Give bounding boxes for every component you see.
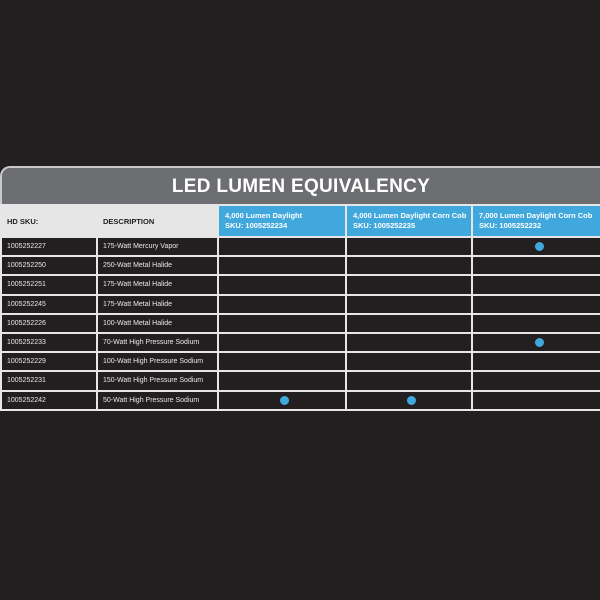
match-cell bbox=[346, 237, 472, 256]
sku-cell: 1005252245 bbox=[1, 295, 97, 314]
match-cell bbox=[472, 237, 600, 256]
match-cell bbox=[218, 275, 346, 294]
match-cell bbox=[346, 333, 472, 352]
match-cell bbox=[472, 371, 600, 390]
table-row bbox=[1, 352, 600, 371]
match-dot-icon bbox=[280, 396, 289, 405]
equivalency-table bbox=[0, 204, 600, 411]
match-cell bbox=[346, 275, 472, 294]
match-cell bbox=[218, 352, 346, 371]
product-name: 7,000 Lumen Daylight Corn Cob bbox=[479, 211, 593, 220]
sku-cell: 1005252227 bbox=[1, 237, 97, 256]
sku-cell: 1005252229 bbox=[1, 352, 97, 371]
table-body bbox=[1, 237, 600, 410]
match-dot-icon bbox=[535, 242, 544, 251]
product-sku: SKU: 1005252235 bbox=[353, 221, 416, 230]
table-row bbox=[1, 314, 600, 333]
description-cell: 50-Watt High Pressure Sodium bbox=[97, 391, 218, 410]
match-cell bbox=[218, 237, 346, 256]
match-cell bbox=[472, 391, 600, 410]
sku-cell: 1005252250 bbox=[1, 256, 97, 275]
product-sku: SKU: 1005252232 bbox=[479, 221, 542, 230]
description-cell: 100-Watt High Pressure Sodium bbox=[97, 352, 218, 371]
match-cell bbox=[472, 295, 600, 314]
match-dot-icon bbox=[407, 396, 416, 405]
match-cell bbox=[346, 314, 472, 333]
table-row bbox=[1, 391, 600, 410]
match-cell bbox=[346, 295, 472, 314]
match-cell bbox=[218, 333, 346, 352]
table-row bbox=[1, 275, 600, 294]
product-column-header bbox=[218, 205, 346, 237]
match-cell bbox=[472, 333, 600, 352]
table-row bbox=[1, 333, 600, 352]
match-cell bbox=[346, 352, 472, 371]
match-cell bbox=[218, 371, 346, 390]
match-cell bbox=[472, 256, 600, 275]
product-name: 4,000 Lumen Daylight bbox=[225, 211, 303, 220]
match-cell bbox=[346, 371, 472, 390]
description-column-header: DESCRIPTION bbox=[97, 205, 218, 237]
description-cell: 150-Watt High Pressure Sodium bbox=[97, 371, 218, 390]
description-cell: 100-Watt Metal Halide bbox=[97, 314, 218, 333]
match-dot-icon bbox=[535, 338, 544, 347]
match-cell bbox=[218, 391, 346, 410]
table-row bbox=[1, 237, 600, 256]
match-cell bbox=[472, 314, 600, 333]
product-sku: SKU: 1005252234 bbox=[225, 221, 288, 230]
match-cell bbox=[218, 295, 346, 314]
page-title: LED LUMEN EQUIVALENCY bbox=[171, 176, 431, 197]
sku-cell: 1005252231 bbox=[1, 371, 97, 390]
table-row bbox=[1, 295, 600, 314]
match-cell bbox=[218, 314, 346, 333]
product-name: 4,000 Lumen Daylight Corn Cob bbox=[353, 211, 467, 220]
match-cell bbox=[472, 275, 600, 294]
table-row bbox=[1, 371, 600, 390]
sku-cell: 1005252233 bbox=[1, 333, 97, 352]
match-cell bbox=[346, 256, 472, 275]
sku-cell: 1005252226 bbox=[1, 314, 97, 333]
product-column-header bbox=[346, 205, 472, 237]
match-cell bbox=[218, 256, 346, 275]
description-cell: 175-Watt Mercury Vapor bbox=[97, 237, 218, 256]
match-cell bbox=[472, 352, 600, 371]
description-cell: 175-Watt Metal Halide bbox=[97, 275, 218, 294]
equivalency-panel bbox=[0, 166, 600, 410]
table-row bbox=[1, 256, 600, 275]
product-column-header bbox=[472, 205, 600, 237]
sku-cell: 1005252242 bbox=[1, 391, 97, 410]
description-cell: 70-Watt High Pressure Sodium bbox=[97, 333, 218, 352]
description-cell: 175-Watt Metal Halide bbox=[97, 295, 218, 314]
description-cell: 250-Watt Metal Halide bbox=[97, 256, 218, 275]
title-bar bbox=[0, 166, 600, 204]
sku-column-header: HD SKU: bbox=[1, 205, 97, 237]
header-row bbox=[1, 205, 600, 237]
sku-cell: 1005252251 bbox=[1, 275, 97, 294]
match-cell bbox=[346, 391, 472, 410]
